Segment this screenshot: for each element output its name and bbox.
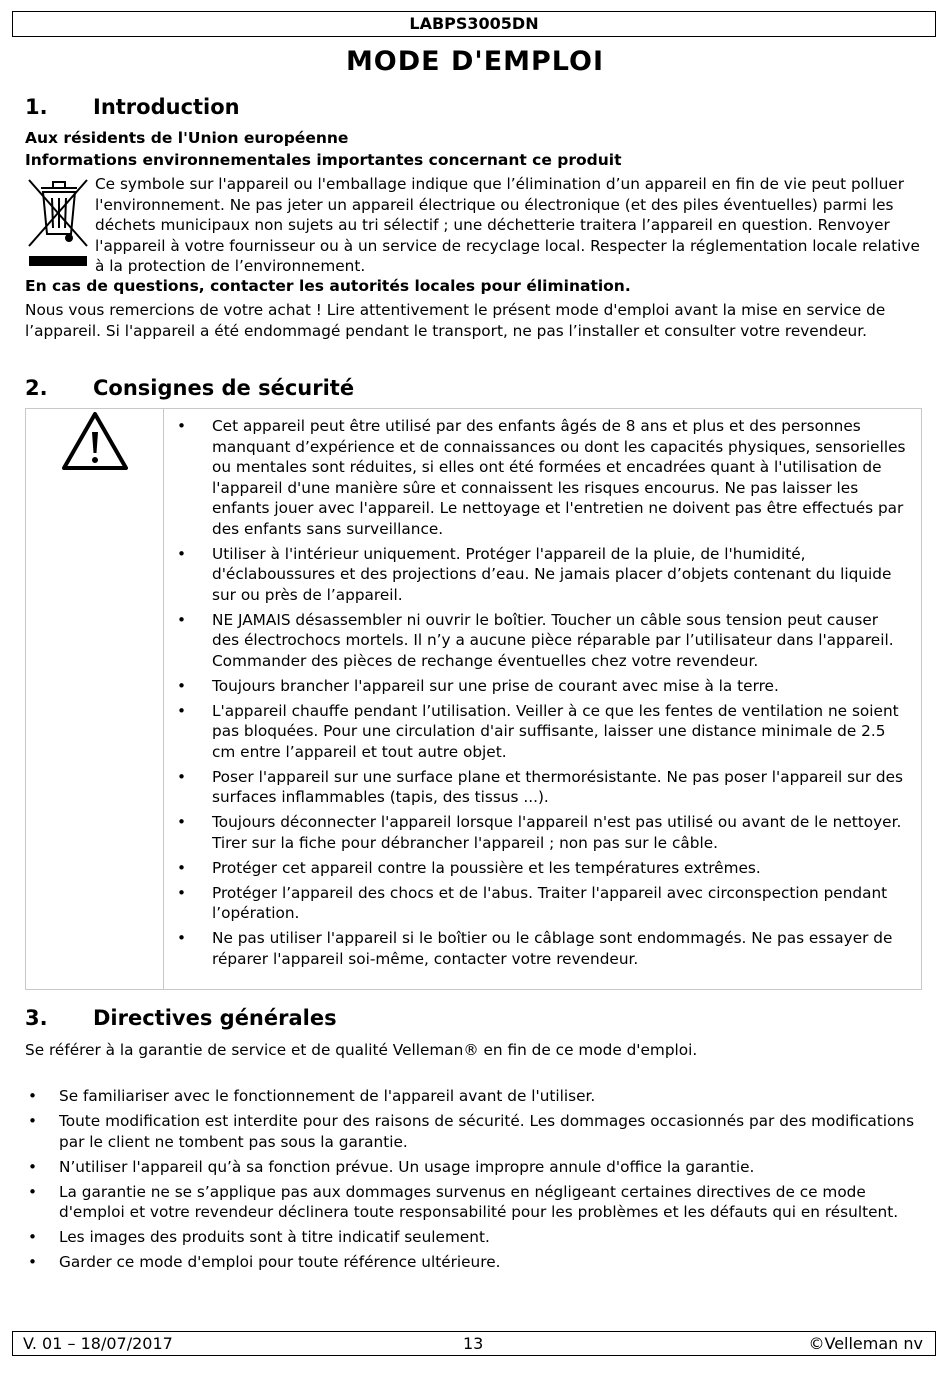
list-item: • L'appareil chauffe pendant l’utilisation. Veiller à ce que les fentes de ventilation ne soient pas bloquées. Pour une circulation d'air suffisante, laisser une distance minimale de 2.5 cm entre l’appareil et tout autre objet. xyxy=(177,701,908,763)
model-number: LABPS3005DN xyxy=(409,14,539,33)
environment-subheading: Informations environnementales importantes concernant ce produit xyxy=(25,151,622,169)
list-item: • NE JAMAIS désassembler ni ouvrir le boîtier. Toucher un câble sous tension peut causer des électrochocs mortels. Il n’y a aucune pièce réparable par l’utilisateur dans l'appareil. Commander des pièces de rechange éventuelles chez votre revendeur. xyxy=(177,610,908,672)
list-item: • Toute modification est interdite pour des raisons de sécurité. Les dommages occasionnés par des modifications par le client ne tombent pas sous la garantie. xyxy=(25,1111,925,1152)
list-item: • Utiliser à l'intérieur uniquement. Protéger l'appareil de la pluie, de l'humidité, d'éclaboussures et des projections d’eau. Ne jamais placer d’objets contenant du liquide sur ou près de l’appareil. xyxy=(177,544,908,606)
section-heading-introduction xyxy=(25,95,240,119)
copyright: ©Velleman nv xyxy=(808,1334,923,1353)
section-number: 3. xyxy=(25,1006,48,1030)
section-title: Directives générales xyxy=(93,1006,337,1030)
list-item: • Protéger l’appareil des chocs et de l'abus. Traiter l'appareil avec circonspection pendant l’opération. xyxy=(177,883,908,924)
list-item: • Cet appareil peut être utilisé par des enfants âgés de 8 ans et plus et des personnes manquant d’expérience et de connaissances ou dont les capacités physiques, sensorielles ou mentales sont réduites, si elles ont été formées et encadrées quant à l'utilisation de l'appareil d'une manière sûre et connaissent les risques encourus. Ne pas laisser les enfants jouer avec l'appareil. Le nettoyage et l'entretien ne doivent pas être effectués par des enfants sans surveillance. xyxy=(177,416,908,539)
list-item: • Se familiariser avec le fonctionnement de l'appareil avant de l'utiliser. xyxy=(25,1086,925,1107)
document-title: MODE D'EMPLOI xyxy=(345,46,605,77)
safety-instructions-cell xyxy=(164,409,922,990)
version-date: V. 01 – 18/07/2017 xyxy=(23,1334,173,1353)
section-number: 2. xyxy=(25,376,48,400)
general-list xyxy=(25,1086,925,1277)
safety-table xyxy=(25,408,922,990)
eu-residents-subheading: Aux résidents de l'Union européenne xyxy=(25,129,349,147)
safety-list xyxy=(165,410,920,969)
list-item: • La garantie ne se s’applique pas aux dommages survenus en négligeant certaines directives de ce mode d'emploi et votre revendeur déclinera toute responsabilité pour les problèmes et les défauts qui en résultent. xyxy=(25,1182,925,1223)
section-heading-general xyxy=(25,1006,337,1030)
warning-triangle-icon xyxy=(60,410,130,472)
section-number: 1. xyxy=(25,95,48,119)
list-item: • Les images des produits sont à titre indicatif seulement. xyxy=(25,1227,925,1248)
list-item: • Poser l'appareil sur une surface plane et thermorésistante. Ne pas poser l'appareil sur des surfaces inflammables (tapis, des tissus ...). xyxy=(177,767,908,808)
list-item: • Toujours déconnecter l'appareil lorsque l'appareil n'est pas utilisé ou avant de le nettoyer. Tirer sur la fiche pour débrancher l'appareil ; non pas sur le câble. xyxy=(177,812,908,853)
weee-bin-icon xyxy=(25,176,91,266)
section-title: Consignes de sécurité xyxy=(93,376,355,400)
page-header xyxy=(12,11,936,37)
questions-notice: En cas de questions, contacter les autorités locales pour élimination. xyxy=(25,277,631,295)
page-footer xyxy=(12,1331,936,1356)
list-item: • Ne pas utiliser l'appareil si le boîtier ou le câblage sont endommagés. Ne pas essayer de réparer l'appareil soi-même, contacter votre revendeur. xyxy=(177,928,908,969)
thanks-paragraph: Nous vous remercions de votre achat ! Lire attentivement le présent mode d'emploi avant la mise en service de l’appareil. Si l'appareil a été endommagé pendant le transport, ne pas l’installer et consulter votre revendeur. xyxy=(25,301,886,340)
general-intro: Se référer à la garantie de service et de qualité Velleman® en fin de ce mode d'emploi. xyxy=(25,1041,698,1059)
list-item: • Garder ce mode d'emploi pour toute référence ultérieure. xyxy=(25,1252,925,1273)
list-item: • Toujours brancher l'appareil sur une prise de courant avec mise à la terre. xyxy=(177,676,908,697)
section-heading-safety xyxy=(25,376,354,400)
list-item: • N’utiliser l'appareil qu’à sa fonction prévue. Un usage impropre annule d'office la garantie. xyxy=(25,1157,925,1178)
list-item: • Protéger cet appareil contre la poussière et les températures extrêmes. xyxy=(177,858,908,879)
page-number: 13 xyxy=(463,1334,484,1353)
section-title: Introduction xyxy=(93,95,240,119)
weee-notice-text: Ce symbole sur l'appareil ou l'emballage indique que l’élimination d’un appareil en fin de vie peut polluer l'environnement. Ne pas jeter un appareil électrique ou électronique (et des piles éventuelles) parmi les déchets municipaux non sujets au tri sélectif ; une déchetterie traitera l’appareil en question. Renvoyer l'appareil à votre fournisseur ou à un service de recyclage local. Respecter la réglementation locale relative à la protection de l’environnement. xyxy=(95,175,920,275)
warning-cell xyxy=(26,409,164,990)
